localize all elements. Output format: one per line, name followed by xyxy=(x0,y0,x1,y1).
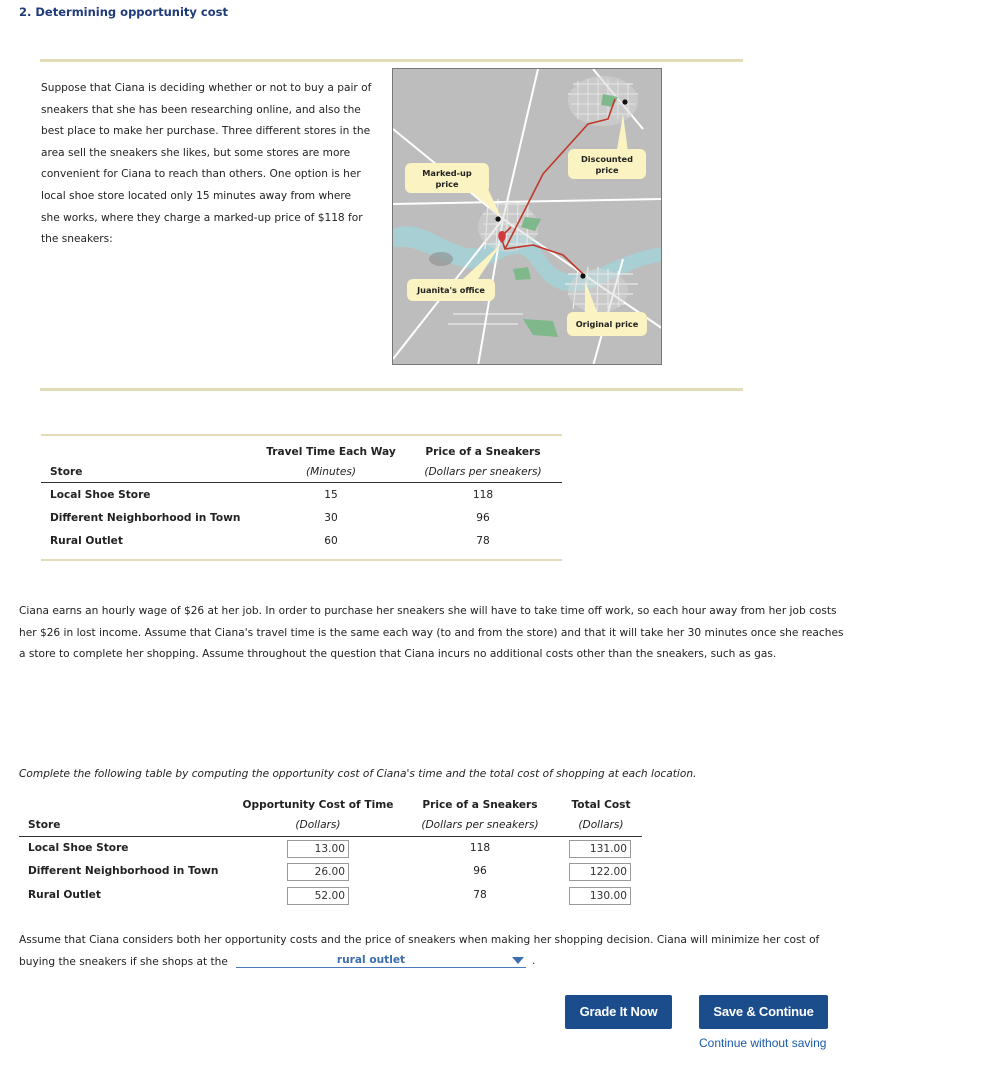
table-row-store: Rural Outlet xyxy=(28,889,101,901)
col-header-store: Store xyxy=(50,466,83,478)
svg-text:price: price xyxy=(595,165,619,175)
wage-paragraph: Ciana earns an hourly wage of $26 at her job. In order to purchase her sneakers she will have to take time off work, so each hour away from her job costs her $26 in lost income. Assume that Ciana's travel time is the same each way (to and from the store) and that it will take her 30 minutes once she reaches a store to complete her shopping. Assume throughout the question that Ciana incurs no additional costs other than the sneakers, such as gas. xyxy=(19,605,844,661)
city-map xyxy=(392,68,662,365)
col-header-total: Total Cost xyxy=(571,799,631,811)
intro-paragraph: Suppose that Ciana is deciding whether or not to buy a pair of sneakers that she has been researching online, and also the best place to make her purchase. Three different stores in the area sell the sneakers she likes, but some stores are more convenient for Ciana to reach than others. One option is her local shoe store located only 15 minutes away from where she works, where they charge a marked-up price of $118 for the sneakers: xyxy=(41,82,372,246)
svg-text:price: price xyxy=(435,179,459,189)
table-row-store: Local Shoe Store xyxy=(50,489,151,501)
table-row-store: Different Neighborhood in Town xyxy=(28,865,219,877)
table-row-store: Different Neighborhood in Town xyxy=(50,512,241,524)
section-divider-bottom xyxy=(40,388,743,391)
svg-text:Discounted: Discounted xyxy=(581,154,633,164)
opportunity-cost-input[interactable]: 13.00 xyxy=(287,840,349,858)
save-and-continue-button[interactable]: Save & Continue xyxy=(699,995,828,1029)
instruction-text: Complete the following table by computing the opportunity cost of Ciana's time and the total cost of shopping at each location. xyxy=(19,768,697,780)
opportunity-cost-input[interactable]: 26.00 xyxy=(287,863,349,881)
store-choice-dropdown[interactable] xyxy=(236,954,526,968)
col-header-opportunity: Opportunity Cost of Time xyxy=(242,799,394,811)
col-header-price-unit: (Dollars per sneakers) xyxy=(424,466,542,478)
continue-without-saving-link[interactable]: Continue without saving xyxy=(699,1036,827,1050)
svg-text:Original price: Original price xyxy=(575,319,639,329)
table-header-rule xyxy=(41,482,562,483)
total-cost-input[interactable]: 131.00 xyxy=(569,840,631,858)
table-row-price: 118 xyxy=(469,842,491,854)
col-header-travel: Travel Time Each Way xyxy=(266,446,396,458)
table-row-price: 118 xyxy=(472,489,494,501)
chevron-down-icon xyxy=(512,957,524,964)
total-cost-input[interactable]: 130.00 xyxy=(569,887,631,905)
table-row-price: 78 xyxy=(476,535,490,547)
col-header-store: Store xyxy=(28,819,61,831)
city-map-illustration xyxy=(393,69,662,365)
total-cost-input[interactable]: 122.00 xyxy=(569,863,631,881)
page-heading: 2. Determining opportunity cost xyxy=(19,5,228,19)
table-row-price: 78 xyxy=(473,889,487,901)
col-header-price-unit: (Dollars per sneakers) xyxy=(421,819,539,831)
table-row-travel: 15 xyxy=(324,489,338,501)
col-header-total-unit: (Dollars) xyxy=(578,819,624,831)
section-divider-top xyxy=(40,59,743,62)
col-header-opportunity-unit: (Dollars) xyxy=(295,819,341,831)
table-top-rule xyxy=(41,434,562,436)
dropdown-selected-value: rural outlet xyxy=(336,954,406,966)
grade-it-now-button[interactable]: Grade It Now xyxy=(565,995,672,1029)
opportunity-cost-input[interactable]: 52.00 xyxy=(287,887,349,905)
table-row-store: Local Shoe Store xyxy=(28,842,129,854)
col-header-price: Price of a Sneakers xyxy=(422,799,538,811)
svg-text:Juanita's office: Juanita's office xyxy=(417,285,485,295)
col-header-price: Price of a Sneakers xyxy=(425,446,541,458)
table-row-price: 96 xyxy=(473,865,487,877)
table-row-price: 96 xyxy=(476,512,490,524)
answer-table-header-rule xyxy=(19,836,642,837)
conclusion-period: . xyxy=(532,955,536,967)
table-bottom-rule xyxy=(41,559,562,561)
table-row-travel: 60 xyxy=(324,535,338,547)
store-info-table xyxy=(41,434,562,547)
conclusion-text-before: Assume that Ciana considers both her opportunity costs and the price of sneakers when making her shopping decision. Ciana will minimize her cost of buying the sneakers if she shops at the xyxy=(19,934,820,968)
table-row-travel: 30 xyxy=(324,512,338,524)
col-header-travel-unit: (Minutes) xyxy=(306,466,356,478)
table-row-store: Rural Outlet xyxy=(50,535,123,547)
svg-text:Marked-up: Marked-up xyxy=(422,168,472,178)
